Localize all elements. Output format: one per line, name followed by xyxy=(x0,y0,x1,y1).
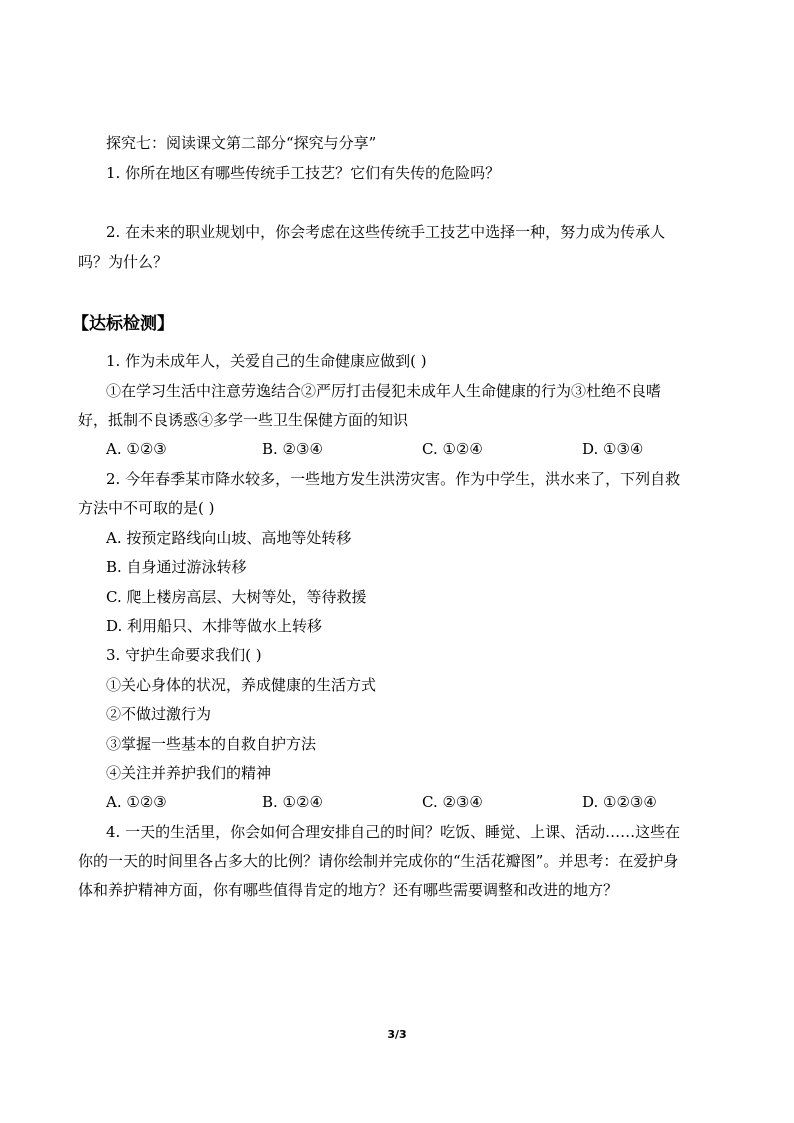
q3-option-a: A. ①②③ xyxy=(106,793,167,811)
section7-question-2-line2: 吗？为什么？ xyxy=(78,253,169,271)
q3-stem: 3. 守护生命要求我们( ) xyxy=(106,646,262,664)
section7-question-2-line1: 2. 在未来的职业规划中，你会考虑在这些传统手工技艺中选择一种，努力成为传承人 xyxy=(106,223,666,241)
q2-stem-line2: 方法中不可取的是( ) xyxy=(78,499,215,517)
q3-option-d: D. ①②③④ xyxy=(582,793,657,811)
q1-stem: 1. 作为未成年人，关爱自己的生命健康应做到( ) xyxy=(106,352,427,370)
q2-option-a: A. 按预定路线向山坡、高地等处转移 xyxy=(106,529,352,547)
check-heading: 【达标检测】 xyxy=(72,314,174,334)
q2-option-b: B. 自身通过游泳转移 xyxy=(106,558,247,576)
q3-option-b: B. ①②④ xyxy=(262,793,323,811)
q1-option-b: B. ②③④ xyxy=(262,440,323,458)
q1-statements-line1: ①在学习生活中注意劳逸结合②严厉打击侵犯未成年人生命健康的行为③杜绝不良嗜 xyxy=(106,382,662,400)
section7-question-1: 1. 你所在地区有哪些传统手工技艺？它们有失传的危险吗？ xyxy=(106,164,501,182)
q3-statement-4: ④关注并养护我们的精神 xyxy=(106,764,272,782)
q4-line3: 体和养护精神方面，你有哪些值得肯定的地方？还有哪些需要调整和改进的地方？ xyxy=(78,881,619,899)
q3-option-c: C. ②③④ xyxy=(422,793,483,811)
q2-option-d: D. 利用船只、木排等做水上转移 xyxy=(106,617,323,635)
q3-statement-2: ②不做过激行为 xyxy=(106,705,212,723)
q4-line2: 你的一天的时间里各占多大的比例？请你绘制并完成你的“生活花瓣图”。并思考：在爱护身 xyxy=(78,852,679,870)
section7-title: 探究七：阅读课文第二部分“探究与分享” xyxy=(106,134,377,152)
q2-option-c: C. 爬上楼房高层、大树等处，等待救援 xyxy=(106,588,367,606)
page-number: 3/3 xyxy=(387,1028,407,1041)
q1-statements-line2: 好，抵制不良诱惑④多学一些卫生保健方面的知识 xyxy=(78,411,409,429)
q1-option-a: A. ①②③ xyxy=(106,440,167,458)
q3-statement-1: ①关心身体的状况，养成健康的生活方式 xyxy=(106,676,377,694)
q1-option-c: C. ①②④ xyxy=(422,440,483,458)
q3-statement-3: ③掌握一些基本的自救自护方法 xyxy=(106,735,317,753)
q1-option-d: D. ①③④ xyxy=(582,440,644,458)
q2-stem-line1: 2. 今年春季某市降水较多，一些地方发生洪涝灾害。作为中学生，洪水来了，下列自救 xyxy=(106,470,681,488)
q4-line1: 4. 一天的生活里，你会如何合理安排自己的时间？吃饭、睡觉、上课、活动……这些在 xyxy=(106,823,681,841)
